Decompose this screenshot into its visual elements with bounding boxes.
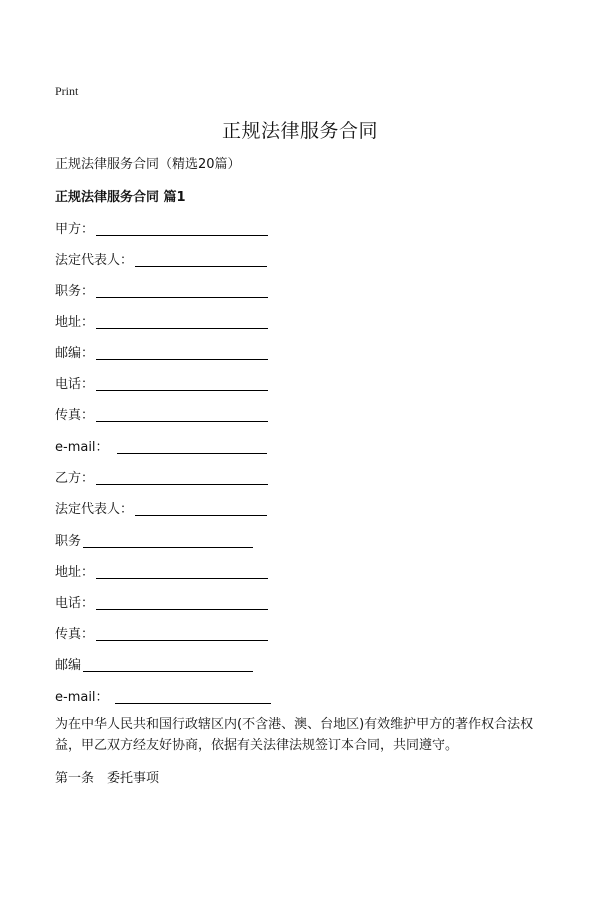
field-label: 电话：: [55, 596, 95, 611]
section-heading: 正规法律服务合同 篇1: [55, 190, 186, 205]
party-b-address-field: [55, 561, 268, 581]
fill-in-line: [117, 439, 267, 454]
party-b-position-field: [55, 530, 253, 550]
party-a-legal-rep-field: [55, 249, 267, 269]
field-label: 法定代表人：: [55, 253, 134, 268]
fill-in-line: [83, 657, 253, 672]
fill-in-line: [96, 470, 268, 485]
fill-in-line: [96, 407, 268, 422]
field-label: 职务: [55, 534, 82, 549]
fill-in-line: [96, 314, 268, 329]
field-label: 传真：: [55, 627, 95, 642]
fill-in-line: [96, 626, 268, 641]
fill-in-line: [96, 345, 268, 360]
fill-in-line: [96, 376, 268, 391]
field-label: 邮编：: [55, 346, 95, 361]
party-a-fax-field: [55, 404, 268, 424]
fill-in-line: [83, 533, 253, 548]
fill-in-line: [115, 689, 271, 704]
party-a-phone-field: [55, 373, 268, 393]
party-a-name-field: [55, 218, 268, 238]
party-a-postcode-field: [55, 342, 268, 362]
field-label: 乙方：: [55, 471, 95, 486]
print-label: Print: [55, 84, 79, 98]
party-a-position-field: [55, 280, 268, 300]
document-subtitle: 正规法律服务合同（精选20篇）: [55, 157, 241, 172]
party-a-email-field: [55, 436, 267, 456]
article-1-heading: 第一条 委托事项: [55, 771, 160, 786]
field-label: 甲方：: [55, 222, 95, 237]
field-label: 地址：: [55, 315, 95, 330]
field-label: e-mail：: [55, 440, 109, 455]
document-title: 正规法律服务合同: [221, 120, 378, 142]
party-b-name-field: [55, 467, 268, 487]
field-label: 传真：: [55, 408, 95, 423]
party-b-email-field: [55, 686, 271, 706]
preamble-paragraph: 为在中华人民共和国行政辖区内(不含港、澳、台地区)有效维护甲方的著作权合法权益，甲乙双方经友好协商，依据有关法律法规签订本合同，共同遵守。: [55, 717, 534, 753]
field-label: 邮编: [55, 658, 82, 673]
party-b-postcode-field: [55, 654, 253, 674]
fill-in-line: [96, 595, 268, 610]
party-a-address-field: [55, 311, 268, 331]
party-b-fax-field: [55, 623, 268, 643]
field-label: 电话：: [55, 377, 95, 392]
fill-in-line: [135, 501, 267, 516]
fill-in-line: [135, 252, 267, 267]
party-b-legal-rep-field: [55, 498, 267, 518]
field-label: 地址：: [55, 565, 95, 580]
fill-in-line: [96, 564, 268, 579]
fill-in-line: [96, 221, 268, 236]
fill-in-line: [96, 283, 268, 298]
field-label: 职务：: [55, 284, 95, 299]
field-label: e-mail：: [55, 690, 109, 705]
field-label: 法定代表人：: [55, 502, 134, 517]
party-b-phone-field: [55, 592, 268, 612]
